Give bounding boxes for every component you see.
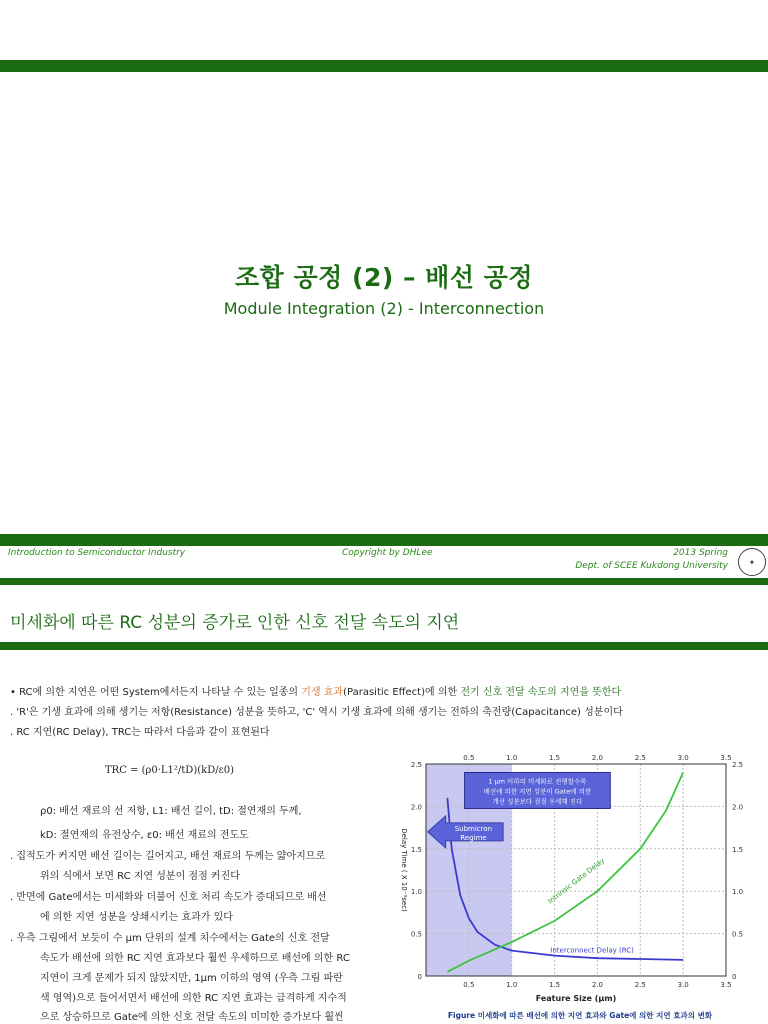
para-2b: 에 의한 지연 성분을 상쇄시키는 효과가 있다: [40, 912, 233, 923]
rc-formula: TRC = (ρ0·L1²/tD)(kD/ε0): [105, 765, 235, 776]
definition-2: kD: 절연재의 유전상수, ε0: 배선 재료의 전도도: [40, 830, 249, 841]
definition-1: ρ0: 배선 재료의 선 저항, L1: 배선 길이, tD: 절연재의 두께,: [40, 806, 302, 817]
y-tick-label-right: 0: [732, 973, 737, 981]
para-3a: . 우측 그림에서 보듯이 수 µm 단위의 설계 치수에서는 Gate의 신호 전달: [10, 933, 330, 944]
bullet-1-pre: • RC에 의한 지연은 어떤 System에서든지 나타날 수 있는 일종의: [10, 687, 302, 698]
x-axis-label: Feature Size (µm): [535, 994, 617, 1003]
y-tick-label-right: 1.5: [732, 845, 744, 854]
bullet-1-highlight-1: 기생 효과: [301, 687, 344, 698]
x-tick-label: 2.0: [591, 981, 603, 989]
figure-caption: Figure 미세화에 따른 배선에 의한 지연 효과와 Gate에 의한 지연 효과의 변화: [447, 1011, 713, 1020]
series-label-gate: Intrinsic Gate Delay: [546, 856, 607, 906]
y-tick-label-right: 2.0: [732, 803, 744, 812]
para-3e: 으로 상승하므로 Gate에 의한 신호 전달 속도의 미미한 증가보다 훨씬: [40, 1012, 344, 1023]
x-tick-label: 3.5: [720, 981, 732, 989]
x-tick-label: 3.0: [677, 981, 689, 989]
para-2a: . 반면에 Gate에서는 미세화와 더불어 신호 처리 속도가 증대되므로 배선: [10, 892, 327, 903]
footer-dept: Dept. of SCEE Kukdong University: [575, 561, 728, 571]
x-tick-label-top: 3.0: [677, 754, 689, 762]
para-3c: 지연이 크게 문제가 되지 않았지만, 1µm 이하의 영역 (우측 그림 파란: [40, 973, 343, 984]
series-label-interconnect: Interconnect Delay (RC): [550, 946, 634, 955]
x-tick-label-top: 1.0: [506, 754, 518, 762]
bullet-1: [10, 686, 621, 699]
para-1a: . 집적도가 커지면 배선 길이는 길어지고, 배선 재료의 두께는 얇아지므로: [10, 851, 326, 862]
callout-text-line: 배선에 의한 지연 성분이 Gate에 의한: [483, 787, 592, 796]
top-bar: [0, 60, 768, 72]
x-tick-label: 1.5: [549, 981, 561, 989]
y-tick-label: 2.5: [410, 761, 422, 769]
x-tick-label-top: 3.5: [720, 754, 732, 762]
x-tick-label-top: 1.5: [549, 754, 561, 762]
line-2: . 'R'은 기생 효과에 의해 생기는 저항(Resistance) 성분을 뜻하고, 'C' 역시 기생 효과에 의해 생기는 전하의 축전량(Capacitance) 성분이다: [10, 707, 623, 718]
callout-text-line: 개선 성분보다 점점 우세해 진다: [492, 797, 583, 806]
cover-title: 조합 공정 (2) – 배선 공정: [235, 263, 533, 292]
para-3b: 속도가 배선에 의한 RC 지연 효과보다 훨씬 우세하므로 배선에 의한 RC: [40, 953, 350, 964]
y-tick-label: 0: [417, 973, 422, 981]
x-tick-label: 0.5: [463, 981, 475, 989]
x-tick-label: 1.0: [506, 981, 518, 989]
slide-title-bar: [0, 642, 768, 650]
delay-chart: [390, 748, 768, 1024]
y-tick-label: 1.5: [410, 845, 422, 854]
para-3d: 색 영역)으로 들어서면서 배선에 의한 RC 지연 효과는 급격하게 지수적: [40, 993, 347, 1004]
university-logo-icon: ✦: [738, 548, 766, 576]
mid-bar: [0, 534, 768, 546]
y-axis-label: Delay Time ( X 10⁻⁹sec): [400, 828, 408, 912]
x-tick-label-top: 0.5: [463, 754, 475, 762]
x-tick-label-top: 2.0: [591, 754, 603, 762]
cover-subtitle: Module Integration (2) - Interconnection: [223, 299, 545, 318]
footer-semester: 2013 Spring: [673, 548, 728, 558]
callout-text-line: 1 µm 이하의 미세화로 진행할수록: [488, 777, 587, 786]
slide-title: 미세화에 따른 RC 성분의 증가로 인한 신호 전달 속도의 지연: [10, 613, 460, 633]
region-label-line2: Regime: [460, 833, 487, 842]
region-label-line1: Submicron: [454, 824, 493, 833]
y-tick-label-right: 2.5: [732, 761, 744, 769]
bullet-1-mid: (Parasitic Effect)에 의한: [343, 687, 461, 698]
y-tick-label: 1.0: [410, 888, 422, 897]
bullet-1-highlight-2: 전기 신호 전달 속도의 지연을 뜻한다: [460, 687, 622, 698]
y-tick-label-right: 0.5: [732, 930, 744, 939]
slide-bar: [0, 578, 768, 585]
y-tick-label-right: 1.0: [732, 888, 744, 897]
para-1b: 위의 식에서 보면 RC 지연 성분이 점점 커진다: [40, 871, 240, 882]
y-tick-label: 0.5: [410, 930, 422, 939]
line-3: . RC 지연(RC Delay), TRC는 따라서 다음과 같이 표현된다: [10, 727, 270, 738]
footer-course: Introduction to Semiconductor Industry: [8, 548, 186, 558]
footer-copyright: Copyright by DHLee: [342, 548, 433, 558]
x-tick-label-top: 2.5: [634, 754, 646, 762]
x-tick-label: 2.5: [634, 981, 646, 989]
y-tick-label: 2.0: [410, 803, 422, 812]
